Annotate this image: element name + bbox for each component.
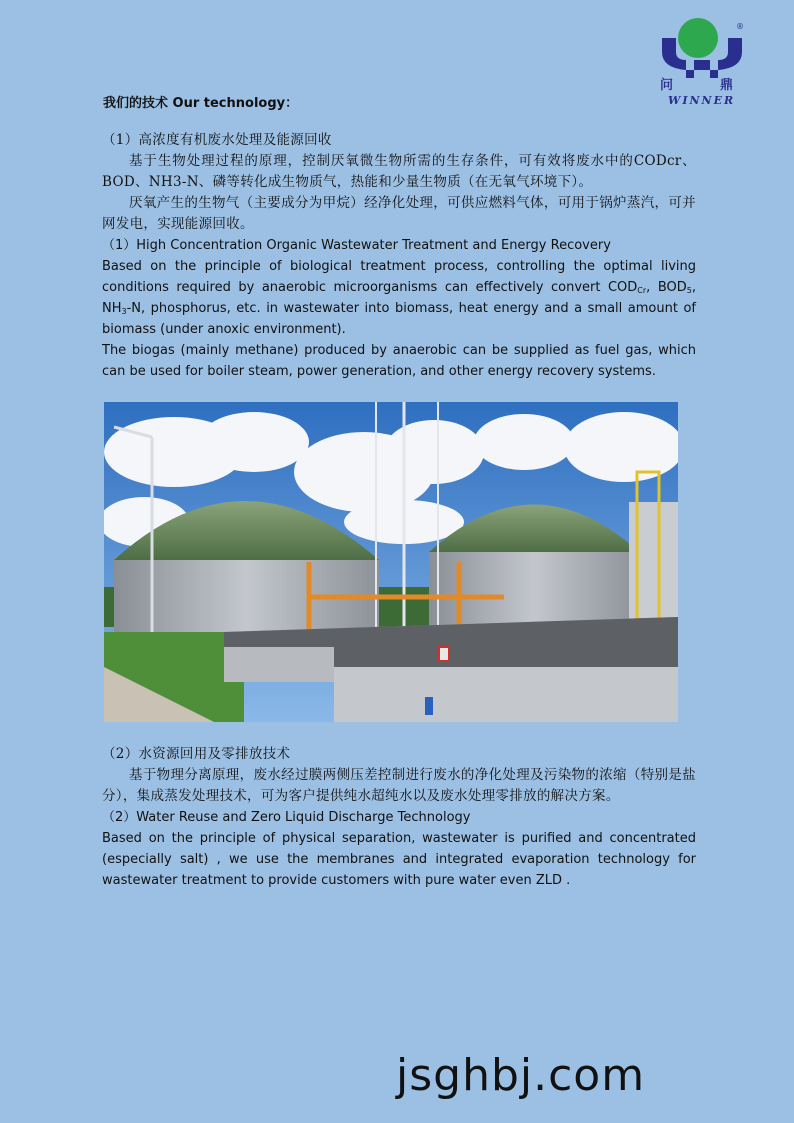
- section-1-cn-para-2: 厌氧产生的生物气（主要成分为甲烷）经净化处理，可供应燃料气体，可用于锅炉蒸汽，可并网发电，实现能源回收。: [102, 195, 696, 232]
- section-2-en-title: （2）Water Reuse and Zero Liquid Discharge Technology: [102, 810, 471, 825]
- section-1-cn-title: （1）高浓度有机废水处理及能源回收: [102, 132, 332, 148]
- section-1-en-para-1: Based on the principle of biological treatment process, controlling the optimal living conditions required by anaerobic microorganisms can effectively convert $COD_{Cr}$, $BOD_5$, $NH_3-N$, phosphorus, etc. in wastewater into biomass, heat energy and a small amount of biomass (under anoxic environment).: [102, 259, 696, 337]
- company-logo: [656, 18, 748, 114]
- section-2-en-para-1: Based on the principle of physical separation, wastewater is purified and concentrated (especially salt) , we use the membranes and integrated evaporation technology for wastewater treatment to provide customers with pure water even ZLD .: [102, 831, 696, 888]
- page-heading: 我们的技术 Our technology：: [103, 96, 299, 111]
- footer-website: jsghbj.com: [396, 1050, 646, 1101]
- logo-y-shape: [656, 38, 748, 78]
- registered-mark: ®: [736, 22, 744, 31]
- logo-cn-left: 问: [660, 78, 674, 93]
- logo-brand: WINNER: [668, 94, 736, 107]
- section-1: [102, 130, 696, 382]
- section-1-cn-para-1: 基于生物处理过程的原理，控制厌氧微生物所需的生存条件，可有效将废水中的CODcr、BOD、NH3-N、磷等转化成生物质气，热能和少量生物质（在无氧气环境下）。: [102, 153, 696, 190]
- section-2-cn-title: （2）水资源回用及零排放技术: [102, 746, 291, 762]
- logo-cn-right: 鼎: [720, 78, 734, 93]
- section-2: [102, 744, 696, 891]
- section-1-en-title: （1）High Concentration Organic Wastewater Treatment and Energy Recovery: [102, 238, 611, 253]
- biogas-plant-photo: [104, 402, 678, 722]
- section-2-cn-para-1: 基于物理分离原理，废水经过膜两侧压差控制进行废水的净化处理及污染物的浓缩（特别是盐分），集成蒸发处理技术，可为客户提供纯水超纯水以及废水处理零排放的解决方案。: [102, 767, 696, 804]
- section-1-en-para-2: The biogas (mainly methane) produced by anaerobic can be supplied as fuel gas, which can be used for boiler steam, power generation, and other energy recovery systems.: [102, 343, 696, 379]
